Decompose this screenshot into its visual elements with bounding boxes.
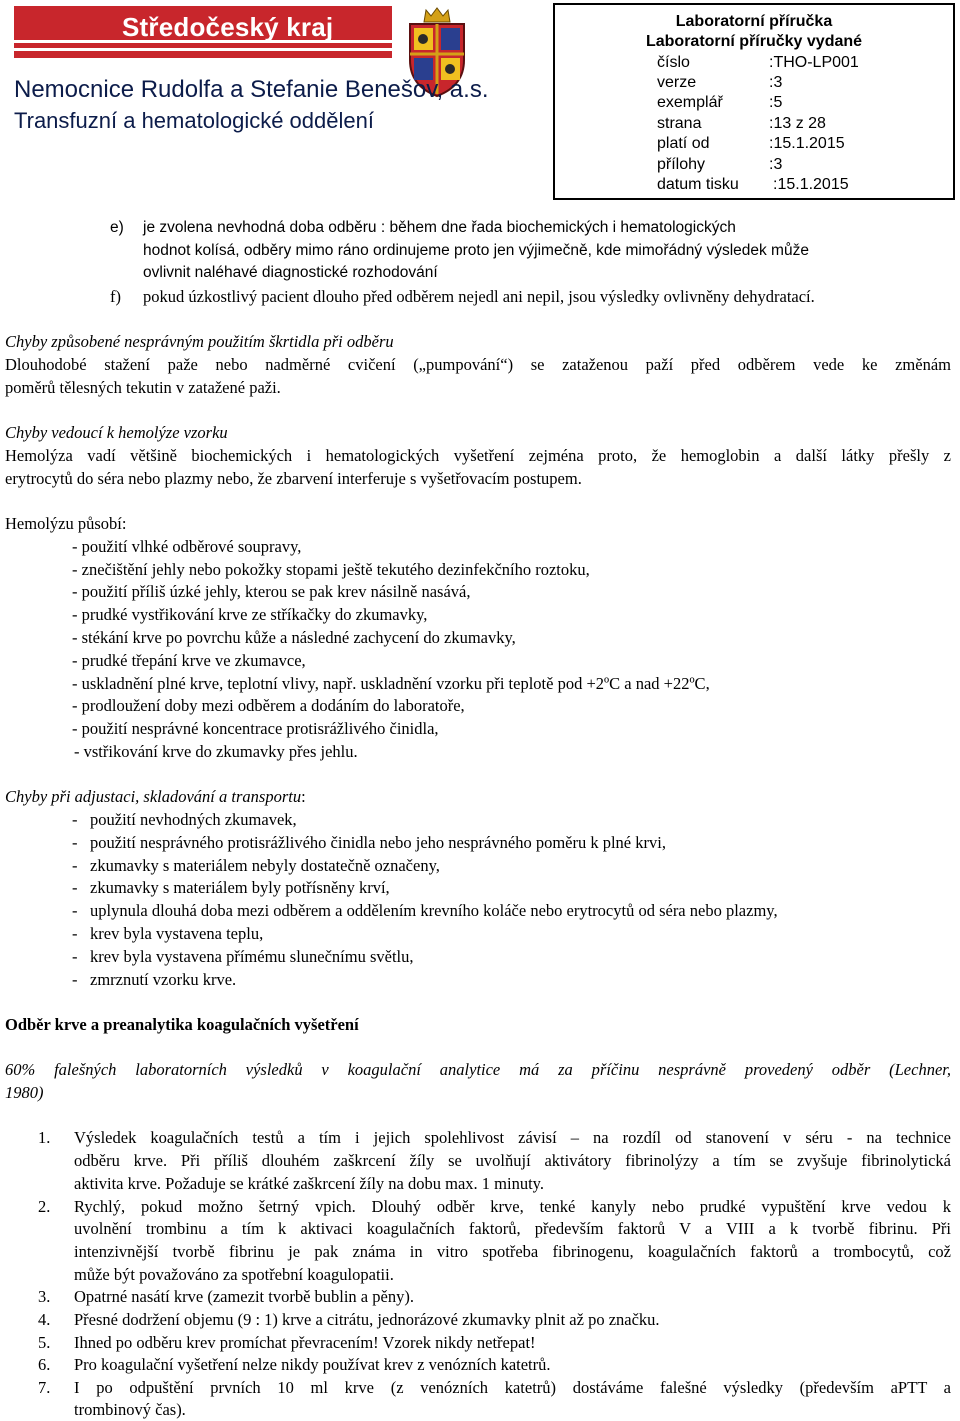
info-label: přílohy <box>657 156 706 173</box>
list-item-line: Výsledek koagulačních testů a tím i jejich spolehlivost závisí – na rozdíl od stanovení v séru - na technice <box>74 1128 951 1147</box>
info-row <box>657 54 947 74</box>
info-title: Laboratorní příručka <box>675 13 833 30</box>
header-logo <box>8 0 553 150</box>
quote-line: 1980) <box>5 1083 44 1102</box>
info-label: platí od <box>657 135 710 152</box>
list-number: 1. <box>38 1128 51 1147</box>
list-dash: - <box>72 970 78 989</box>
section-heading: Chyby vedoucí k hemolýze vzorku <box>5 423 228 442</box>
list-item-line: ovlivnit naléhavé diagnostické rozhodování <box>143 264 438 281</box>
list-dash: - <box>72 878 78 897</box>
section-heading-colon: : <box>301 787 306 806</box>
list-dash: - <box>72 901 78 920</box>
list-dash: - <box>72 924 78 943</box>
info-value: :15.1.2015 <box>773 176 849 193</box>
list-item: - použití příliš úzké jehly, kterou se pak krev násilně nasává, <box>72 582 471 601</box>
list-item-line: intenzivnější tvorbě fibrinu je pak známa in vitro spotřeba fibrinogenu, koagulačních faktorů a trombocytů, což <box>74 1242 951 1261</box>
list-item-line: uvolnění trombinu a tím k aktivaci koagulačních faktorů, především faktorů V a VIII a k tvorbě fibrinu. Při <box>74 1219 951 1238</box>
info-label: číslo <box>657 54 690 71</box>
info-row <box>657 94 947 114</box>
info-row <box>657 115 947 135</box>
info-row <box>657 156 947 176</box>
list-item: - použití nesprávné koncentrace protisrážlivého činidla, <box>72 719 439 738</box>
list-item-line: odběru krve. Při příliš dlouhém zaškrcení žíly se uvolňují aktivátory fibrinolýzy a tím se zvyšuje fibrinolytická <box>74 1151 951 1170</box>
list-item: krev byla vystavena teplu, <box>90 924 264 943</box>
info-label: datum tisku <box>657 176 739 193</box>
info-value: :13 z 28 <box>769 115 826 132</box>
info-value: :3 <box>769 156 783 173</box>
list-number: 2. <box>38 1197 51 1216</box>
list-item: - prudké třepání krve ve zkumavce, <box>72 651 306 670</box>
list-item-line: trombinový čas). <box>74 1400 186 1419</box>
document-info-box <box>553 3 955 200</box>
list-item: - vstřikování krve do zkumavky přes jehlu. <box>74 742 358 761</box>
list-item-line: hodnot kolísá, odběry mimo ráno ordinujeme proto jen výjimečně, kde mimořádný výsledek může <box>143 242 809 259</box>
list-item-line: Přesné dodržení objemu (9 : 1) krve a citrátu, jednorázové zkumavky plnit až po značku. <box>74 1310 660 1329</box>
info-value: :THO-LP001 <box>769 54 859 71</box>
list-number: 4. <box>38 1310 51 1329</box>
list-dash: - <box>72 856 78 875</box>
section-heading-text: Chyby při adjustaci, skladování a transportu <box>5 787 302 806</box>
hospital-name: Nemocnice Rudolfa a Stefanie Benešov, a.s. <box>14 76 489 103</box>
list-number: 5. <box>38 1333 51 1352</box>
list-item-line: je zvolena nevhodná doba odběru : během dne řada biochemických i hematologických <box>143 219 736 236</box>
info-label: exemplář <box>657 94 723 111</box>
quote-line: 60% falešných laboratorních výsledků v koagulační analytice má za příčinu nesprávně provedený odběr (Lechner, <box>5 1060 951 1079</box>
list-item-line: I po odpuštění prvních 10 ml krve (z venózních katetrů) dostáváme falešné výsledky (především aPTT a <box>74 1378 951 1397</box>
section-heading: Chyby způsobené nesprávným použitím škrtidla při odběru <box>5 332 394 351</box>
paragraph-line: Hemolýza vadí většině biochemických i hematologických vyšetření zejména proto, že hemoglobin a další látky přešly z <box>5 446 951 465</box>
section-heading <box>5 787 306 807</box>
list-marker: e) <box>110 219 124 236</box>
list-number: 7. <box>38 1378 51 1397</box>
list-item-line: aktivita krve. Požaduje se krátké zaškrcení žíly na dobu max. 1 minuty. <box>74 1174 544 1193</box>
list-item: - použití vlhké odběrové soupravy, <box>72 537 302 556</box>
region-name: Středočeský kraj <box>122 12 334 42</box>
info-subtitle: Laboratorní příručky vydané <box>645 33 863 50</box>
section-heading: Odběr krve a preanalytika koagulačních vyšetření <box>5 1015 359 1034</box>
info-value: :15.1.2015 <box>769 135 845 152</box>
info-row <box>657 74 947 94</box>
list-item: použití nesprávného protisrážlivého činidla nebo jeho nesprávného poměru k plné krvi, <box>90 833 666 852</box>
list-item: - prodloužení doby mezi odběrem a dodáním do laboratoře, <box>72 696 465 715</box>
list-item-line: Opatrné nasátí krve (zamezit tvorbě bublin a pěny). <box>74 1287 414 1306</box>
list-item: uplynula dlouhá doba mezi odběrem a oddělením krevního koláče nebo erytrocytů od séra nebo plazmy, <box>90 901 778 920</box>
list-item-line: Ihned po odběru krev promíchat převracením! Vzorek nikdy netřepat! <box>74 1333 536 1352</box>
list-number: 6. <box>38 1355 51 1374</box>
list-item: použití nevhodných zkumavek, <box>90 810 297 829</box>
info-value: :3 <box>769 74 783 91</box>
info-row <box>657 135 947 155</box>
list-number: 3. <box>38 1287 51 1306</box>
list-item: zmrznutí vzorku krve. <box>90 970 237 989</box>
info-label: verze <box>657 74 697 91</box>
list-marker: f) <box>110 287 121 306</box>
list-item: - uskladnění plné krve, teplotní vlivy, např. uskladnění vzorku při teplotě pod +2ºC a nad +22ºC, <box>72 674 710 693</box>
list-item: zkumavky s materiálem nebyly dostatečně označeny, <box>90 856 440 875</box>
list-item-line: Pro koagulační vyšetření nelze nikdy používat krev z venózních katetrů. <box>74 1355 551 1374</box>
list-item: - stékání krve po povrchu kůže a následné zachycení do zkumavky, <box>72 628 516 647</box>
paragraph-line: Dlouhodobé stažení paže nebo nadměrné cvičení („pumpování“) se zataženou paží před odběrem vede ke změnám <box>5 355 951 374</box>
list-item: - znečištění jehly nebo pokožky stopami ještě tekutého dezinfekčního roztoku, <box>72 560 590 579</box>
department-name: Transfuzní a hematologické oddělení <box>14 108 374 133</box>
list-dash: - <box>72 810 78 829</box>
list-intro: Hemolýzu působí: <box>5 514 127 533</box>
info-label: strana <box>657 115 702 132</box>
list-item-line: může být považováno za spotřební koagulopatii. <box>74 1265 394 1284</box>
list-item: krev byla vystavena přímému slunečnímu světlu, <box>90 947 414 966</box>
paragraph-line: erytrocytů do séra nebo plazmy nebo, že zbarvení interferuje s vyšetřovacím postupem. <box>5 469 582 488</box>
paragraph-line: poměrů tělesných tekutin v zatažené paži. <box>5 378 281 397</box>
list-item: zkumavky s materiálem byly potřísněny krví, <box>90 878 390 897</box>
list-item-line: Rychlý, pokud možno šetrný vpich. Dlouhý odběr krve, tenké kanyly nebo prudké vypuštění krve vedou k <box>74 1197 951 1216</box>
info-row <box>657 176 947 196</box>
list-item: - prudké vystřikování krve ze stříkačky do zkumavky, <box>72 605 428 624</box>
list-dash: - <box>72 833 78 852</box>
info-value: :5 <box>769 94 783 111</box>
list-dash: - <box>72 947 78 966</box>
list-item-line: pokud úzkostlivý pacient dlouho před odběrem nejedl ani nepil, jsou výsledky ovlivněny dehydratací. <box>143 287 815 306</box>
